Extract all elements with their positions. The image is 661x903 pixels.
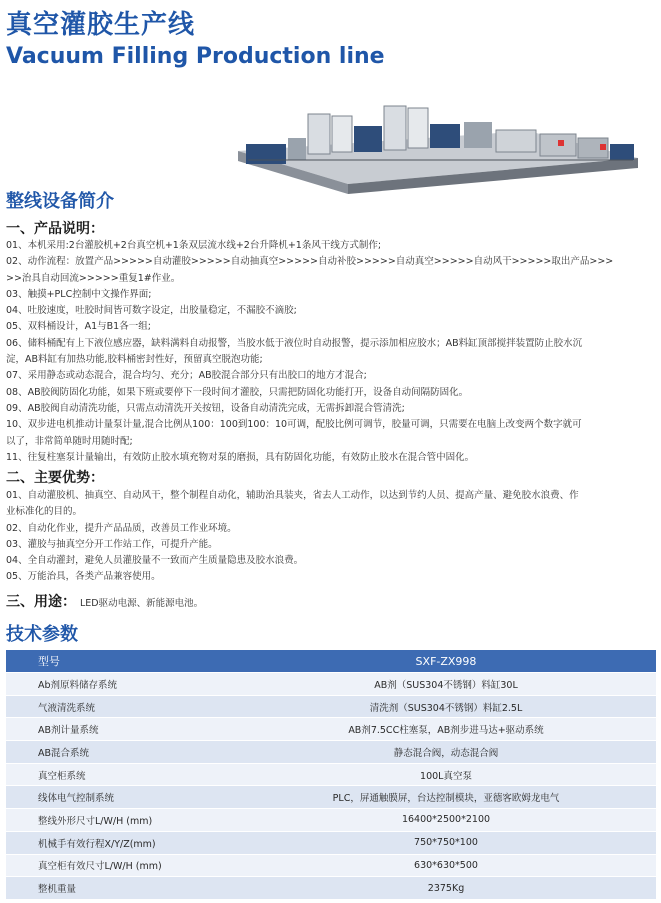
list-item: 09、AB胶阀自动清洗功能，只需点动清洗开关按钮，设备自动清洗完成，无需拆卸混合管清洗; (6, 402, 405, 414)
list-item: 02、自动化作业，提升产品品质，改善员工作业环境。 (6, 522, 237, 534)
table-header-row (6, 650, 656, 673)
list-item: 10、双步进电机推动计量泵计量,混合比例从100：100到100：10可调，配胶比例可调节，胶量可调，只需要在电脑上改变两个数字就可 (6, 419, 582, 431)
spec-value: AB剂7.5CC柱塞泵，AB剂步进马达+驱动系统 (236, 718, 656, 741)
table-row (6, 831, 656, 854)
list-item: 03、灌胶与抽真空分开工作站工作，可提升产能。 (6, 538, 218, 550)
list-item: 03、触摸+PLC控制中文操作界面; (6, 288, 152, 300)
spec-value: 静态混合阀，动态混合阀 (236, 741, 656, 764)
spec-label: 线体电气控制系统 (6, 786, 236, 809)
table-row (6, 877, 656, 900)
spec-label: AB混合系统 (6, 741, 236, 764)
header-value: SXF-ZX998 (236, 650, 656, 673)
header-label: 型号 (6, 650, 236, 673)
spec-label: 整线外形尺寸L/W/H (mm) (6, 809, 236, 832)
table-row (6, 786, 656, 809)
spec-value: AB剂（SUS304不锈钢）料缸30L (236, 673, 656, 696)
list-item: 业标准化的目的。 (6, 506, 83, 518)
list-item: 07、采用静态或动态混合，混合均匀、充分；AB胶混合部分只有出胶口的地方才混合; (6, 370, 367, 382)
spec-label: 气液清洗系统 (6, 695, 236, 718)
usage-value: LED驱动电源、新能源电池。 (80, 598, 204, 609)
list-item: 01、自动灌胶机、抽真空、自动风干，整个制程自动化，辅助治具装夹，省去人工动作，以达到节约人员、提高产量、避免胶水浪费、作 (6, 490, 579, 501)
page-title: 真空灌胶生产线 (6, 10, 196, 40)
spec-value: 16400*2500*2100 (236, 809, 656, 832)
spec-label: 整机重量 (6, 877, 236, 900)
advantages-list (6, 488, 656, 586)
usage-row (6, 591, 203, 611)
advantages-heading: 二、主要优势： (6, 470, 104, 486)
spec-value: 清洗剂（SUS304不锈钢）料缸2.5L (236, 695, 656, 718)
list-item: 01、本机采用:2台灌胶机+2台真空机+1条双层流水线+2台升降机+1条风干线方式制作; (6, 240, 382, 251)
spec-label: Ab剂原料储存系统 (6, 673, 236, 696)
product-desc-heading: 一、产品说明： (6, 221, 104, 237)
table-row (6, 809, 656, 832)
list-item: 淀，AB料缸有加热功能,胶料桶密封性好，预留真空脱泡功能; (6, 354, 263, 366)
list-item: 04、吐胶速度，吐胶时间皆可数字设定，出胶量稳定，不漏胶不滴胶; (6, 305, 297, 317)
page-subtitle: Vacuum Filling Production line (6, 44, 385, 69)
specs-section-title: 技术参数 (6, 624, 78, 645)
overview-section-title: 整线设备简介 (6, 191, 114, 212)
spec-value: 2375Kg (236, 877, 656, 900)
spec-value: 100L真空泵 (236, 763, 656, 786)
list-item: 05、双料桶设计，A1与B1各一组; (6, 321, 151, 333)
list-item: 以了，非常简单随时用随时配; (6, 435, 133, 447)
list-item: 02、动作流程：放置产品>>>>>自动灌胶>>>>>自动抽真空>>>>>自动补胶>>>>>自动真空>>>>>自动风干>>>>>取出产品>>> (6, 256, 614, 268)
usage-heading: 三、用途： (6, 594, 76, 610)
table-row (6, 854, 656, 877)
list-item: 04、全自动灌封，避免人员灌胶量不一致而产生质量隐患及胶水浪费。 (6, 555, 304, 567)
spec-label: AB剂计量系统 (6, 718, 236, 741)
list-item: 08、AB胶阀防固化功能，如果下班或要停下一段时间才灌胶，只需把防固化功能打开，设备自动间隔防固化。 (6, 386, 469, 398)
spec-value: 630*630*500 (236, 854, 656, 877)
spec-label: 真空柜系统 (6, 763, 236, 786)
specs-table (6, 650, 656, 900)
table-row (6, 763, 656, 786)
production-line-image (228, 96, 648, 196)
spec-label: 机械手有效行程X/Y/Z(mm) (6, 831, 236, 854)
table-row (6, 695, 656, 718)
list-item: 11、往复柱塞泵计量输出，有效防止胶水填充物对泵的磨损，具有防固化功能，有效防止胶水在混合管中固化。 (6, 451, 475, 463)
list-item: 06、储料桶配有上下液位感应器，缺料满料自动报警，当胶水低于液位时自动报警，提示添加相应胶水；AB料缸顶部搅拌装置防止胶水沉 (6, 337, 583, 349)
list-item: 05、万能治具，各类产品兼容使用。 (6, 571, 161, 583)
table-row (6, 741, 656, 764)
spec-value: 750*750*100 (236, 831, 656, 854)
table-row (6, 673, 656, 696)
list-item: >>治具自动回流>>>>>重复1#作业。 (6, 272, 181, 284)
product-desc-list (6, 238, 656, 466)
table-row (6, 718, 656, 741)
spec-label: 真空柜有效尺寸L/W/H (mm) (6, 854, 236, 877)
spec-value: PLC，屏通触膜屏，台达控制模块，亚德客欧姆龙电气 (236, 786, 656, 809)
